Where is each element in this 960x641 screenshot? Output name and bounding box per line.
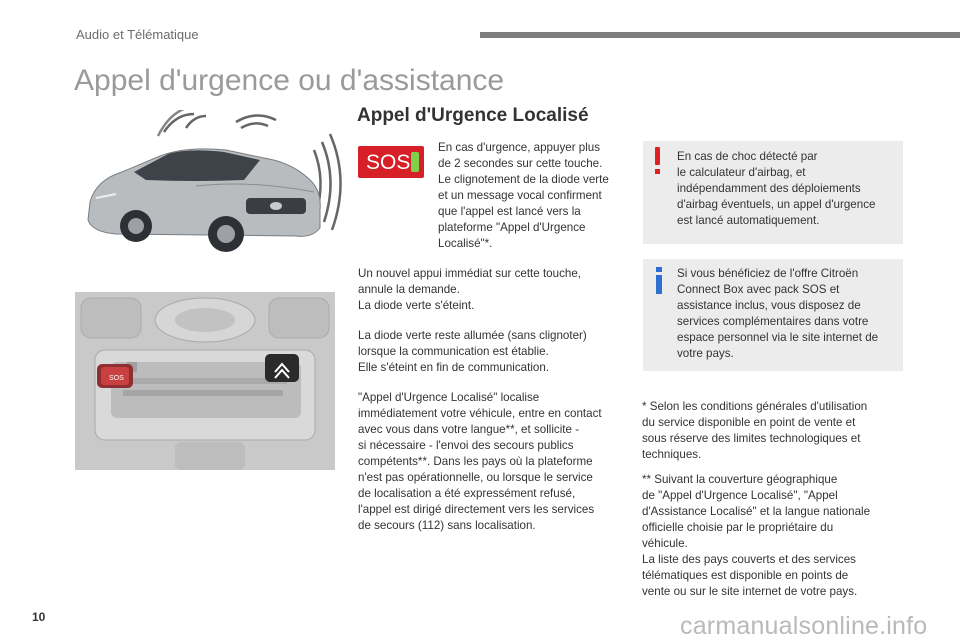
section-title: Audio et Télématique (76, 27, 199, 42)
led-status-text: La diode verte reste allumée (sans clignoter) lorsque la communication est établie. Elle s'éteint en fin de communication. (358, 329, 587, 374)
console-sos-label: SOS (109, 375, 124, 382)
warning-icon (653, 147, 663, 175)
info-text: Si vous bénéficiez de l'offre Citroën Connect Box avec pack SOS et assistance inclus, vous disposez de services complémentaires dans votre espace personnel via le site internet de votre pays. (677, 267, 879, 360)
subtitle: Appel d'Urgence Localisé (357, 105, 589, 126)
page-title: Appel d'urgence ou d'assistance (74, 64, 505, 97)
info-box (643, 259, 903, 371)
sos-instructions: En cas d'urgence, appuyer plus de 2 secondes sur cette touche. Le clignotement de la diode verte et un message vocal confirment que l'appel est lancé vers la plateforme "Appel d'Urgence Localisé"*. (438, 141, 609, 250)
green-led-icon (411, 152, 419, 172)
warning-text: En cas de choc détecté par le calculateur d'airbag, et indépendamment des déploiements d'airbag éventuels, un appel d'urgence est lancé automatiquement. (677, 150, 876, 227)
footnote-2: ** Suivant la couverture géographique de "Appel d'Urgence Localisé", "Appel d'Assistance Localisé" et la langue nationale officielle choisie par le propriétaire du véhicule. La liste des pays couverts et des services télématiques est disponible en points de vente ou sur le site internet de votre pays. (642, 473, 871, 598)
warning-box (643, 141, 903, 244)
console-illustration (75, 292, 335, 470)
info-icon (655, 267, 665, 295)
footnote-1: * Selon les conditions générales d'utilisation du service disponible en point de vente et sous réserve des limites technologiques et techniques. (642, 400, 868, 461)
localisation-text: "Appel d'Urgence Localisé" localise immédiatement votre véhicule, entre en contact avec vous dans votre langue**, et sollicite - si nécessaire - l'envoi des secours publics compétents**. Dans les pays où la plateforme n'est pas opérationnelle, ou lorsque le service de localisation a été expressément refusé, l'appel est dirigé directement vers les services de secours (112) sans localisation. (358, 391, 602, 532)
watermark: carmanualsonline.info (680, 612, 928, 640)
sos-button[interactable] (358, 146, 424, 178)
cancel-instructions: Un nouvel appui immédiat sur cette touche, annule la demande. La diode verte s'éteint. (358, 267, 581, 312)
header-divider (480, 32, 960, 38)
sos-button-label: SOS (366, 151, 411, 174)
car-illustration (76, 110, 346, 260)
page-number: 10 (32, 610, 46, 624)
